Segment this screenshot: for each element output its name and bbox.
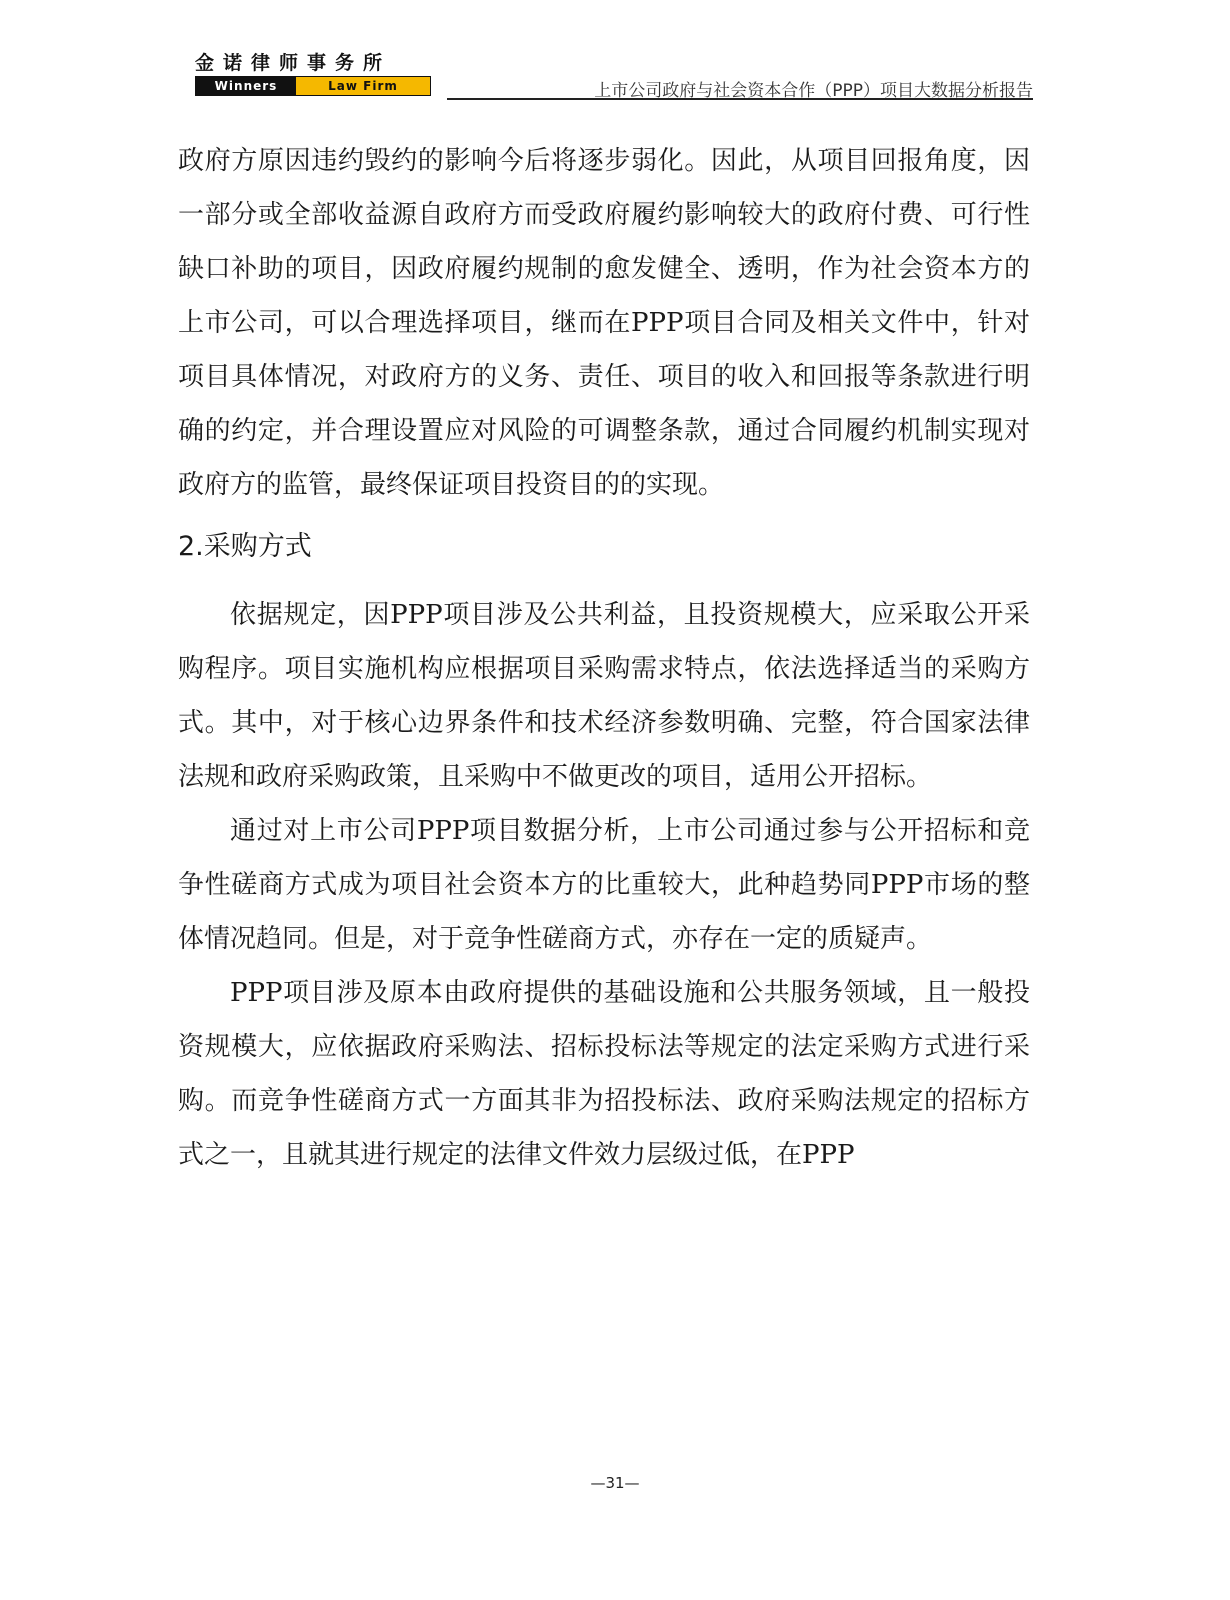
page-header — [195, 52, 1033, 102]
paragraph-2: 依据规定，因PPP项目涉及公共利益，且投资规模大，应采取公开采购程序。项目实施机构应根据项目采购需求特点，依法选择适当的采购方式。其中，对于核心边界条件和技术经济参数明确、完整，符合国家法律法规和政府采购政策，且采购中不做更改的项目，适用公开招标。 — [178, 600, 1030, 792]
paragraph-3: 通过对上市公司PPP项目数据分析，上市公司通过参与公开招标和竞争性磋商方式成为项目社会资本方的比重较大，此种趋势同PPP市场的整体情况趋同。但是，对于竞争性磋商方式，亦存在一定的质疑声。 — [178, 816, 1030, 954]
firm-logo — [195, 52, 431, 96]
logo-english-left: Winners — [196, 77, 296, 95]
page-number: —31— — [590, 1474, 640, 1492]
logo-chinese-name: 金诺律师事务所 — [195, 52, 392, 74]
paragraph-4: PPP项目涉及原本由政府提供的基础设施和公共服务领域，且一般投资规模大，应依据政府采购法、招标投标法等规定的法定采购方式进行采购。而竞争性磋商方式一方面其非为招投标法、政府采购法规定的招标方式之一，且就其进行规定的法律文件效力层级过低，在PPP — [178, 978, 1030, 1170]
paragraph-1: 政府方原因违约毁约的影响今后将逐步弱化。因此，从项目回报角度，因一部分或全部收益源自政府方而受政府履约影响较大的政府付费、可行性缺口补助的项目，因政府履约规制的愈发健全、透明，作为社会资本方的上市公司，可以合理选择项目，继而在PPP项目合同及相关文件中，针对项目具体情况，对政府方的义务、责任、项目的收入和回报等条款进行明确的约定，并合理设置应对风险的可调整条款，通过合同履约机制实现对政府方的监管，最终保证项目投资目的的实现。 — [178, 146, 1030, 500]
logo-english-right: Law Firm — [296, 77, 430, 95]
logo-english-bar — [195, 76, 431, 96]
page-content — [178, 134, 1030, 1182]
report-title: 上市公司政府与社会资本合作（PPP）项目大数据分析报告 — [594, 81, 1033, 101]
section-heading: 2.采购方式 — [178, 531, 312, 562]
header-divider — [447, 98, 1033, 100]
